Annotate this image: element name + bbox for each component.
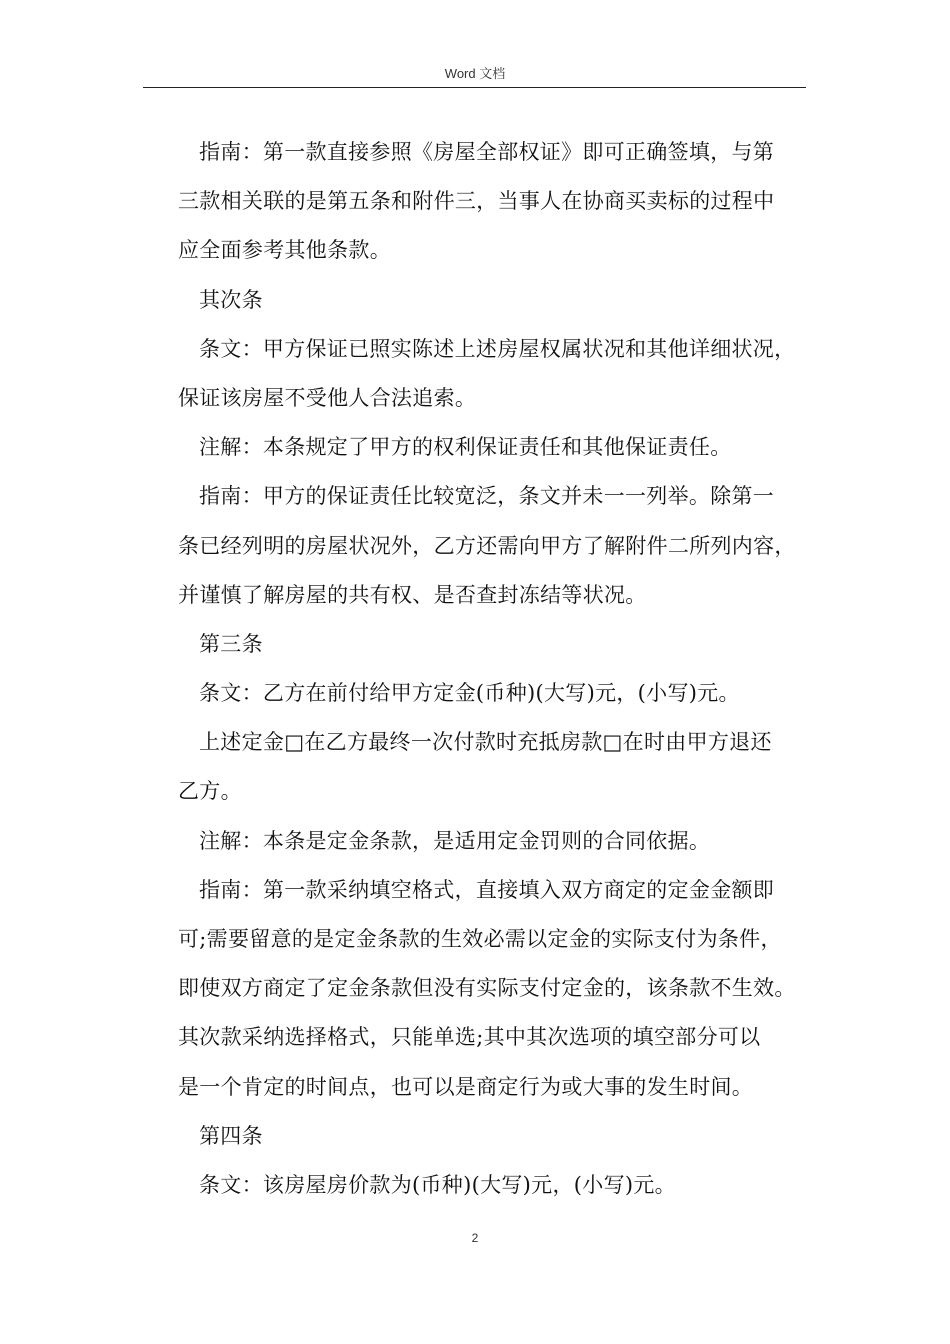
- text-line: 三款相关联的是第五条和附件三，当事人在协商买卖标的过程中: [178, 189, 775, 214]
- text-line: 其次条: [199, 287, 263, 312]
- text-line: 条已经列明的房屋状况外，乙方还需向甲方了解附件二所列内容，: [178, 533, 796, 558]
- text-line: 即使双方商定了定金条款但没有实际支付定金的，该条款不生效。: [178, 976, 796, 1001]
- text-line: 第三条: [199, 631, 263, 656]
- text-line: 上述定金□在乙方最终一次付款时充抵房款□在时由甲方退还: [199, 730, 772, 755]
- text-line: 注解：本条是定金条款，是适用定金罚则的合同依据。: [199, 828, 711, 853]
- text-line: 第四条: [199, 1123, 263, 1148]
- text-line: 并谨慎了解房屋的共有权、是否查封冻结等状况。: [178, 582, 647, 607]
- text-line: 条文：乙方在前付给甲方定金(币种)(大写)元，(小写)元。: [199, 681, 740, 706]
- text-line: 条文：甲方保证已照实陈述上述房屋权属状况和其他详细状况，: [199, 336, 796, 361]
- text-line: 应全面参考其他条款。: [178, 238, 391, 263]
- text-line: 乙方。: [178, 779, 242, 804]
- text-line: 指南：甲方的保证责任比较宽泛，条文并未一一列举。除第一: [199, 484, 775, 509]
- document-body: [178, 128, 818, 1210]
- text-line: 指南：第一款采纳填空格式，直接填入双方商定的定金金额即: [199, 877, 775, 902]
- text-line: 可;需要留意的是定金条款的生效必需以定金的实际支付为条件，: [178, 927, 782, 951]
- page-header-title: Word 文档: [444, 66, 506, 81]
- header-divider: [143, 87, 806, 88]
- text-line: 保证该房屋不受他人合法追索。: [178, 385, 477, 410]
- text-line: 指南：第一款直接参照《房屋全部权证》即可正确签填，与第: [199, 140, 775, 164]
- text-line: 其次款采纳选择格式，只能单选;其中其次选项的填空部分可以: [178, 1025, 761, 1050]
- page-number: 2: [471, 1231, 479, 1245]
- text-line: 注解：本条规定了甲方的权利保证责任和其他保证责任。: [199, 435, 732, 460]
- text-line: 是一个肯定的时间点，也可以是商定行为或大事的发生时间。: [178, 1074, 754, 1099]
- text-line: 条文：该房屋房价款为(币种)(大写)元，(小写)元。: [199, 1172, 676, 1197]
